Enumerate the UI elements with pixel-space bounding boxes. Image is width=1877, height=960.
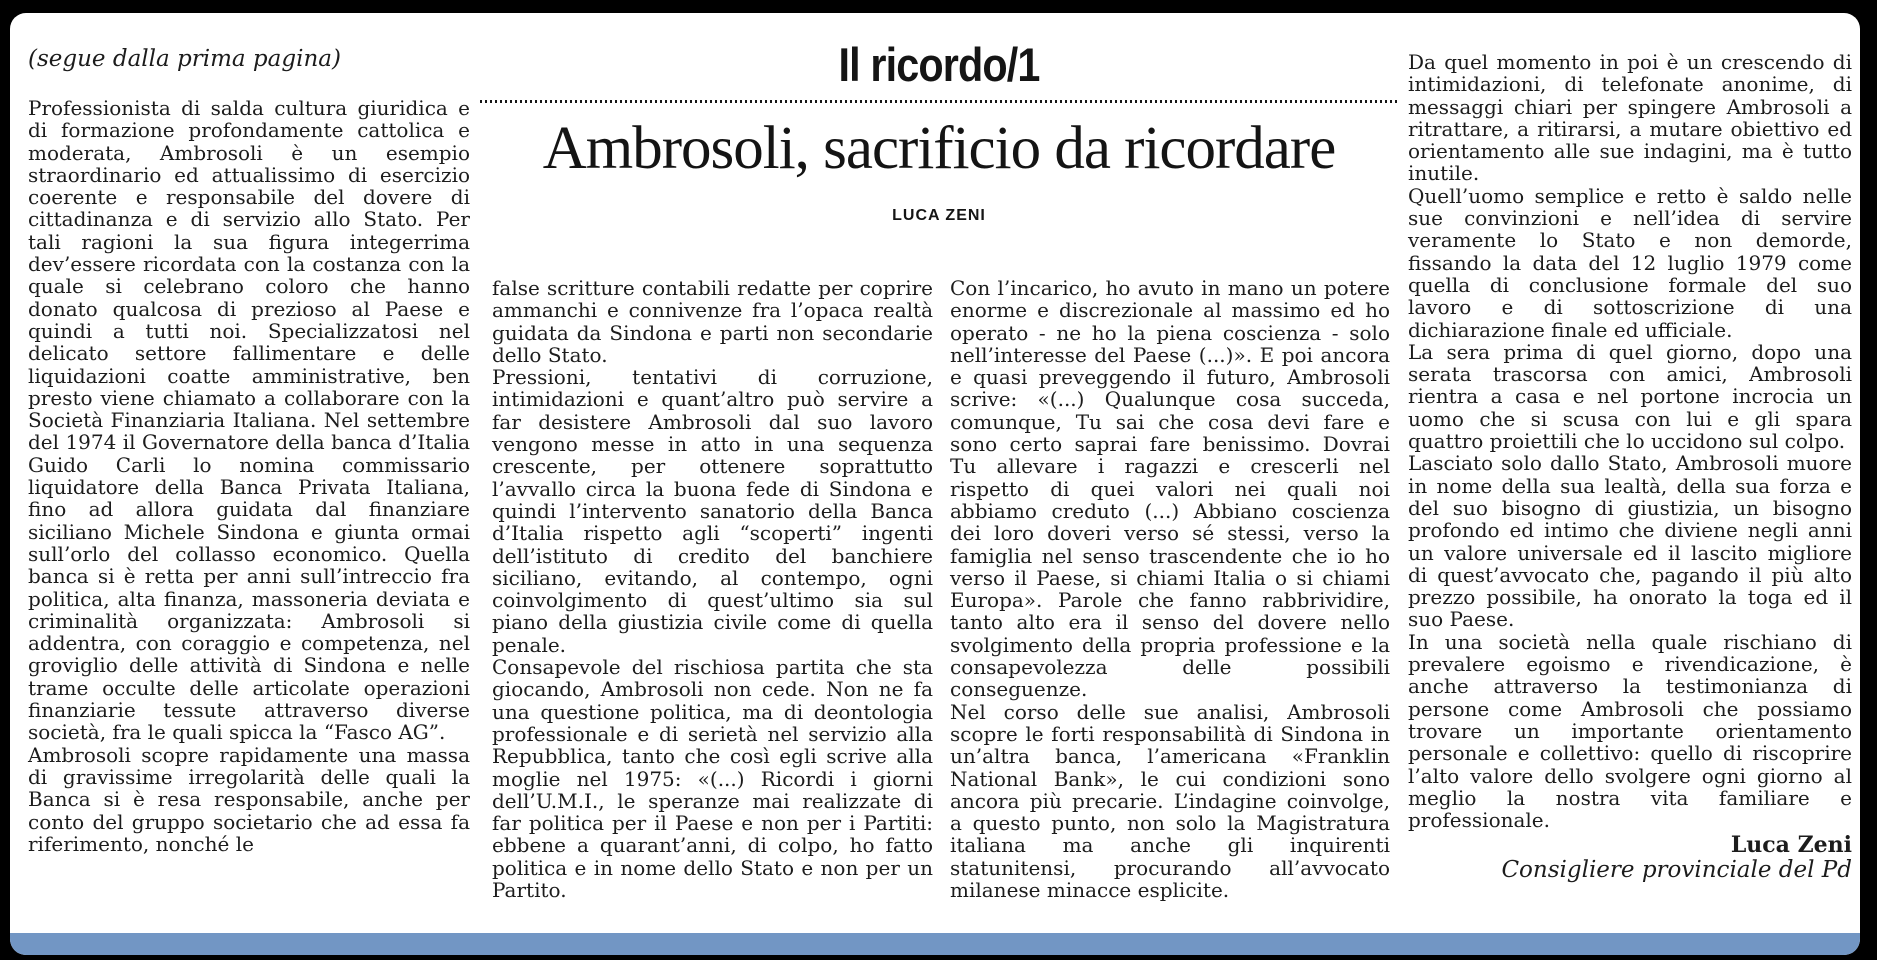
section-kicker: Il ricordo/1 (838, 38, 1040, 91)
paragraph: Lasciato solo dallo Stato, Ambrosoli muore in nome della sua lealtà, della sua forza e del suo bisogno di giustizia, un bisogno profondo ed intimo che diviene negli anni un valore universale ed il lascito migliore di quest’avvocato che, pagando il più alto prezzo possibile, ha onorato la toga ed il suo Paese. (1408, 451, 1852, 632)
paragraph: In una società nella quale rischiano di prevalere egoismo e rivendicazione, è anche attraverso la testimonianza di persone come Ambrosoli che possiamo trovare un importante orientamento personale e collettivo: quello di riscoprire l’alto valore dello svolgere ogni giorno al meglio la nostra vita familiare e professionale. (1408, 629, 1852, 833)
paragraph: Quell’uomo semplice e retto è saldo nelle sue convinzioni e nell’idea di servire veramente lo Stato e non demorde, fissando la data del 12 luglio 1979 come quella di conclusione formale del suo lavoro e di sottoscrizione di una dichiarazione finale ed ufficiale. (1408, 183, 1852, 342)
article-headline: Ambrosoli, sacrificio da ricordare (542, 115, 1336, 182)
paragraph: Nel corso delle sue analisi, Ambrosoli scopre le forti responsabilità di Sindona in un’altra banca, l’americana «Franklin National Bank», le cui condizioni sono ancora più precarie. L’indagine coinvolge, a questo punto, non solo la Magistratura italiana ma anche gli inquirenti statunitensi, procurando all’avvocato milanese minacce esplicite. (950, 699, 1390, 903)
paragraph: Da quel momento in poi è un crescendo di intimidazioni, di telefonate anonime, di messaggi chiari per spingere Ambrosoli a ritrattare, a ritirarsi, a mutare obiettivo ed orientamento alle sue indagini, ma è tutto inutile. (1408, 50, 1852, 186)
continuation-note: (segue dalla prima pagina) (28, 46, 341, 72)
paragraph: La sera prima di quel giorno, dopo una serata trascorsa con amici, Ambrosoli rientra a casa e nel portone incrocia un uomo che si scusa con lui e gli spara quattro proiettili che lo uccidono sul colpo. (1408, 339, 1852, 454)
article-byline: LUCA ZENI (892, 207, 986, 225)
paragraph: false scritture contabili redatte per coprire ammanchi e connivenze fra l’opaca realtà guidata da Sindona e parti non secondarie dello Stato. (492, 276, 933, 367)
paragraph: Ambrosoli scopre rapidamente una massa di gravissime irregolarità delle quali la Banca si è resa responsabile, anche per conto del gruppo societario che ad essa fa riferimento, nonché le (28, 742, 470, 856)
signature-name: Luca Zeni (1730, 832, 1852, 859)
article-header (480, 13, 1398, 225)
paragraph: Consapevole del rischiosa partita che sta giocando, Ambrosoli non cede. Non ne fa una questione politica, ma di deontologia professionale e di serietà nel servizio alla Repubblica, tanto che così egli scrive alla moglie nel 1975: «(...) Ricordi i giorni dell’U.M.I., le speranze mai realizzate di far politica per il Paese e non per i Partiti: ebbene a quarant’anni, di colpo, ho fatto politica e in nome dello Stato e non per un Partito. (492, 655, 933, 903)
signature-block (1408, 833, 1852, 883)
text-column-3 (950, 277, 1390, 901)
paragraph: Pressioni, tentativi di corruzione, intimidazioni e quant’altro può servire a far desistere Ambrosoli dal suo lavoro vengono messe in atto in una sequenza crescente, per ottenere soprattutto l’avvallo circa la buona fede di Sindona e quindi l’intervento sanatorio della Banca d’Italia rispetto agli “scoperti” ingenti dell’istituto di credito del banchiere siciliano, evitando, al contempo, ogni coinvolgimento di quest’ultimo sia sul piano della giustizia civile come di quella penale. (492, 365, 933, 657)
text-column-1 (28, 97, 470, 855)
paragraph: Professionista di salda cultura giuridica e di formazione profondamente cattolica e moderata, Ambrosoli è un esempio straordinario ed attualissimo di esercizio coerente e responsabile del dovere di cittadinanza e di servizio allo Stato. Per tali ragioni la sua figura integerrima dev’essere ricordata con la costanza con la quale si celebrano coloro che hanno donato qualcosa di prezioso al Paese e quindi a tutti noi. Specializzatosi nel delicato settore fallimentare e delle liquidazioni coatte amministrative, ben presto viene chiamato a collaborare con la Società Finanziaria Italiana. Nel settembre del 1974 il Governatore della banca d’Italia Guido Carli lo nomina commissario liquidatore della Banca Privata Italiana, fino ad allora guidata dal finanziare siciliano Michele Sindona e giunta ormai sull’orlo del collasso economico. Quella banca si è retta per anni sull’intreccio fra politica, alta finanza, massoneria deviata e criminalità organizzata: Ambrosoli si addentra, con coraggio e competenza, nel groviglio delle attività di Sindona e nelle trame occulte delle articolate operazioni finanziarie tessute attraverso diverse società, fra le quali spicca la “Fasco AG”. (28, 96, 470, 745)
text-column-4 (1408, 51, 1852, 883)
dotted-divider (480, 100, 1398, 103)
bottom-accent-bar (10, 933, 1860, 955)
signature-title: Consigliere provinciale del Pd (1501, 857, 1852, 884)
text-column-2 (492, 277, 933, 901)
article-page (10, 13, 1860, 955)
paragraph: Con l’incarico, ho avuto in mano un potere enorme e discrezionale al massimo ed ho operato - ne ho la piena coscienza - solo nell’interesse del Paese (...)». E poi ancora e quasi preveggendo il futuro, Ambrosoli scrive: «(...) Qualunque cosa succeda, comunque, Tu sai che cosa devi fare e sono certo saprai fare benissimo. Dovrai Tu allevare i ragazzi e crescerli nel rispetto di quei valori nei quali noi abbiamo creduto (...) Abbiano coscienza dei loro doveri verso sé stessi, verso la famiglia nel senso trascendente che io ho verso il Paese, si chiami Italia o si chiami Europa». Parole che fanno rabbrividire, tanto alto era il senso del dovere nello svolgimento della propria professione e la consapevolezza delle possibili conseguenze. (950, 276, 1390, 702)
